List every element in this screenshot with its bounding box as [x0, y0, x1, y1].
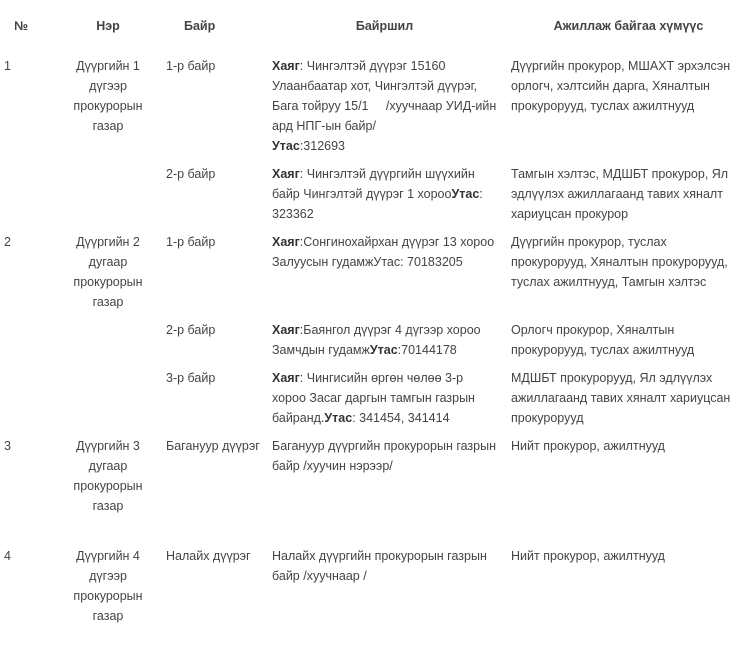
header-staff: Ажиллаж байгаа хүмүүс [553, 19, 704, 33]
building-label: 3-р байр [166, 371, 216, 385]
location-text: Налайх дүүргийн прокурорын газрын байр /хуучнаар / [272, 549, 487, 583]
row-num: 2 [4, 235, 11, 249]
table-header-row [0, 10, 750, 42]
location-cell [268, 368, 501, 436]
phone-label: Утас [369, 343, 398, 357]
table-row [0, 320, 750, 368]
address-text: : Чингисийн өргөн чөлөө 3-р хороо Засаг даргын тамгын газрын байранд. [272, 371, 475, 425]
table-row [0, 42, 750, 164]
table-row [0, 436, 750, 546]
phone-label: Утас [272, 139, 300, 153]
phone-label: Утас [373, 255, 401, 269]
location-cell [268, 164, 501, 232]
office-name: Дүүргийн 1 дүгээр прокурорын газар [73, 59, 143, 133]
address-label: Хаяг [272, 167, 300, 181]
location-cell [268, 232, 501, 320]
phone-text: : 341454, 341414 [352, 411, 450, 425]
header-location: Байршил [355, 19, 414, 33]
header-name: Нэр [96, 19, 120, 33]
office-name: Дүүргийн 4 дүгээр прокурорын газар [73, 549, 143, 623]
building-label: Налайх дүүрэг [166, 549, 251, 563]
staff-list: Орлогч прокурор, Хяналтын прокурорууд, туслах ажилтнууд [511, 323, 695, 357]
staff-list: Нийт прокурор, ажилтнууд [511, 439, 665, 453]
building-label: 1-р байр [166, 235, 216, 249]
staff-list: МДШБТ прокурорууд, Ял эдлүүлэх ажиллагаанд тавих хяналт хариуцсан прокурорууд [511, 371, 731, 425]
row-num: 4 [4, 549, 11, 563]
building-label: 2-р байр [166, 323, 216, 337]
row-num [0, 368, 54, 436]
row-num: 1 [4, 59, 11, 73]
phone-text: : 70183205 [400, 255, 463, 269]
office-name [54, 368, 162, 436]
address-label: Хаяг [272, 371, 300, 385]
office-name [54, 320, 162, 368]
location-cell [268, 320, 501, 368]
staff-list: Дүүргийн прокурор, МШАХТ эрхэлсэн орлогч, хэлтсийн дарга, Хяналтын прокурорууд, туслах ажилтнууд [511, 59, 731, 113]
location-cell [268, 42, 501, 164]
staff-list: Тамгын хэлтэс, МДШБТ прокурор, Ял эдлүүлэх ажиллагаанд тавих хяналт хариуцсан прокурор [511, 167, 729, 221]
phone-label: Утас [324, 411, 353, 425]
table-row [0, 368, 750, 436]
table-row [0, 546, 750, 634]
table-row [0, 232, 750, 320]
row-num [0, 320, 54, 368]
building-label: 2-р байр [166, 167, 216, 181]
building-label: 1-р байр [166, 59, 216, 73]
address-label: Хаяг [272, 59, 300, 73]
phone-label: Утас [451, 187, 480, 201]
row-num [0, 164, 54, 232]
address-text: : Чингэлтэй дүүргийн шүүхийн байр Чингэлтэй дүүрэг 1 хороо [272, 167, 475, 201]
table-row [0, 164, 750, 232]
address-text: : Чингэлтэй дүүрэг 15160 Улаанбаатар хот, Чингэлтэй дүүрэг, Бага тойруу 15/1 /хуучнаар УИД-ийн ард НПГ-ын байр/ [272, 59, 500, 133]
header-num: № [14, 19, 28, 33]
phone-text: : 323362 [272, 187, 483, 221]
staff-list: Дүүргийн прокурор, туслах прокурорууд, Хяналтын прокурорууд, туслах ажилтнууд, Тамгын хэлтэс [511, 235, 728, 289]
address-label: Хаяг [272, 323, 300, 337]
header-building: Байр [184, 19, 216, 33]
office-name: Дүүргийн 2 дугаар прокурорын газар [73, 235, 143, 309]
phone-text: :70144178 [397, 343, 457, 357]
office-name [54, 164, 162, 232]
address-label: Хаяг [272, 235, 300, 249]
address-text: :Баянгол дүүрэг 4 дүгээр хороо Замчдын гудамж [272, 323, 481, 357]
staff-list: Нийт прокурор, ажилтнууд [511, 549, 665, 563]
building-label: Багануур дүүрэг [166, 439, 260, 453]
address-text: :Сонгинохайрхан дүүрэг 13 хороо Залуусын гудамж [272, 235, 495, 269]
prosecutor-offices-table [0, 10, 750, 634]
office-name: Дүүргийн 3 дугаар прокурорын газар [73, 439, 143, 513]
row-num: 3 [4, 439, 11, 453]
location-text: Багануур дүүргийн прокурорын газрын байр /хуучин нэрээр/ [272, 439, 496, 473]
phone-text: :312693 [299, 139, 345, 153]
